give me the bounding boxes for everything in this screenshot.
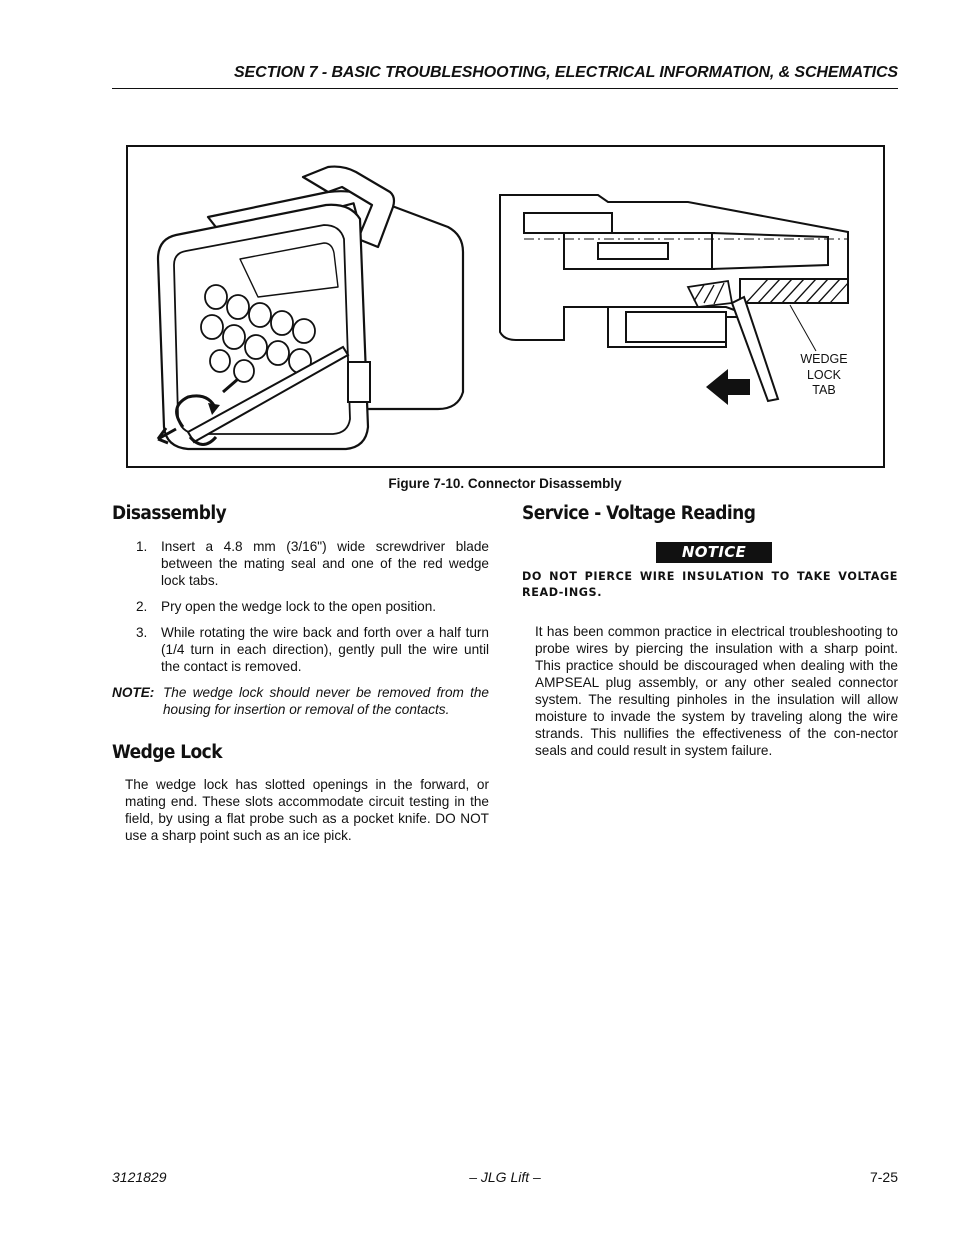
wedge-lock-tab-callout — [796, 352, 852, 399]
section-title: SECTION 7 - BASIC TROUBLESHOOTING, ELECTRICAL INFORMATION, & SCHEMATICS — [233, 64, 898, 81]
service-paragraph: It has been common practice in electrical troubleshooting to probe wires by piercing the insulation with a sharp point. This practice should be discouraged when dealing with the AMPSEAL plug assembly, or any other sealed connector system. The resulting pinholes in the insulation will allow moisture to invade the system by traveling along the wire strands. This nullifies the effectiveness of the con-nector seals and could result in system failure. — [535, 624, 898, 758]
step-number: 2. — [136, 599, 148, 614]
list-item — [112, 538, 489, 589]
notice-block — [522, 542, 898, 563]
disassembly-heading: Disassembly — [112, 503, 227, 524]
page-number: 7-25 — [869, 1169, 898, 1185]
step-text: Pry open the wedge lock to the open position. — [161, 599, 437, 614]
left-column — [112, 503, 489, 844]
notice-text: DO NOT PIERCE WIRE INSULATION TO TAKE VOLTAGE READ-INGS. — [522, 570, 898, 599]
service-voltage-heading: Service - Voltage Reading — [522, 503, 756, 524]
figure-caption: Figure 7-10. Connector Disassembly — [388, 476, 622, 491]
wedge-lock-paragraph: The wedge lock has slotted openings in the forward, or mating end. These slots accommodate circuit testing in the field, by using a flat probe such as a pocket knife. DO NOT use a sharp point such as an ice pick. — [125, 777, 489, 843]
step-number: 1. — [136, 539, 148, 554]
callout-line-3: TAB — [812, 383, 836, 397]
header-divider — [112, 88, 898, 89]
connector-disassembly-illustration — [128, 147, 883, 466]
document-number: 3121829 — [112, 1169, 167, 1185]
note-label: NOTE: — [112, 685, 155, 700]
step-text: While rotating the wire back and forth over a half turn (1/4 turn in each direction), gently pull the wire until the contact is removed. — [161, 625, 489, 674]
notice-badge: NOTICE — [656, 542, 772, 563]
list-item — [112, 624, 489, 675]
callout-line-1: WEDGE — [800, 352, 848, 366]
right-column — [522, 503, 898, 759]
note — [112, 684, 489, 718]
step-number: 3. — [136, 625, 148, 640]
wedge-lock-heading: Wedge Lock — [112, 742, 222, 763]
disassembly-steps — [112, 538, 489, 675]
step-text: Insert a 4.8 mm (3/16") wide screwdriver blade between the mating seal and one of the red wedge lock tabs. — [161, 539, 489, 588]
list-item — [112, 598, 489, 615]
note-text: The wedge lock should never be removed from the housing for insertion or removal of the contacts. — [163, 685, 489, 717]
figure-connector-disassembly — [126, 145, 885, 468]
callout-line-2: LOCK — [806, 367, 842, 382]
footer-brand: – JLG Lift – — [469, 1169, 541, 1185]
